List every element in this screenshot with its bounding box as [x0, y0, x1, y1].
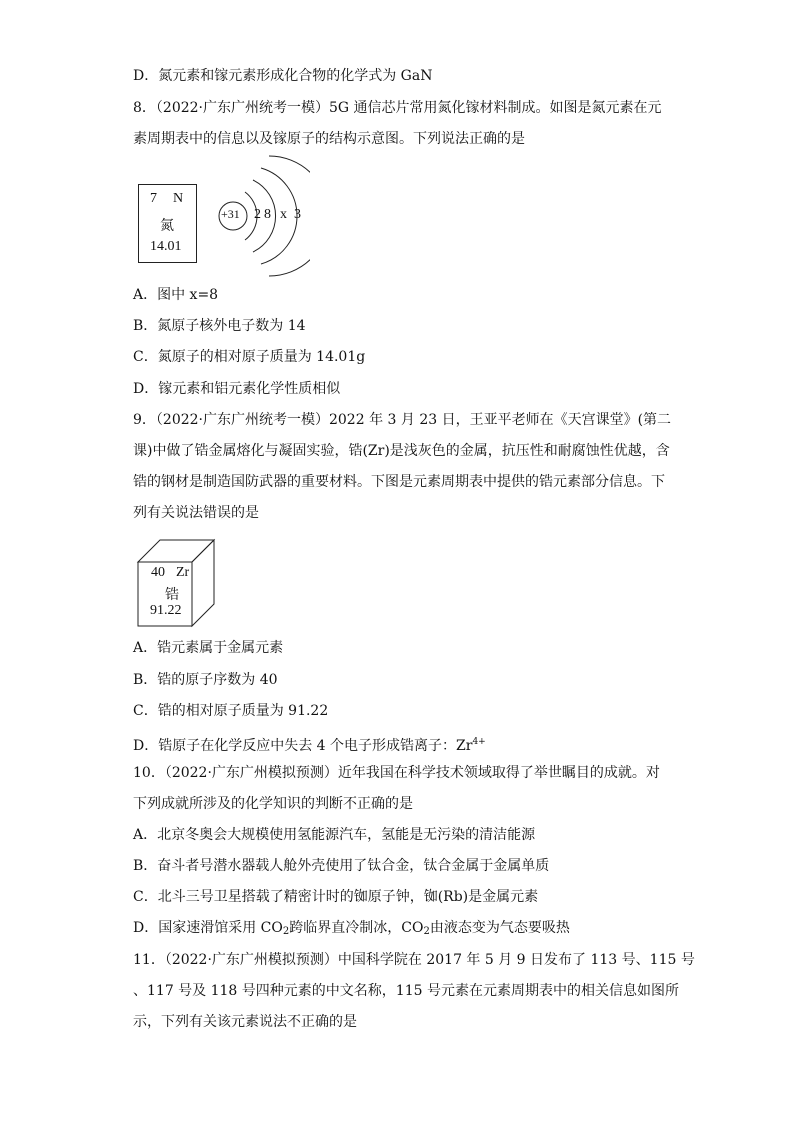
q11-stem-line-1: 11．（2022·广东广州模拟预测）中国科学院在 2017 年 5 月 9 日发布了 113 号、115 号: [133, 952, 695, 968]
q9-option-b: B．锆的原子序数为 40: [133, 672, 278, 688]
nucleus-charge: +31: [221, 207, 240, 221]
co2-subscript-2: 2: [423, 926, 430, 937]
shell-electrons-2: 8: [264, 207, 271, 222]
element-symbol: N: [173, 191, 184, 206]
q8-option-b: B．氮原子核外电子数为 14: [133, 318, 306, 334]
shell-electrons-4: 3: [294, 207, 301, 222]
q8-option-c: C．氮原子的相对原子质量为 14.01g: [133, 349, 366, 365]
q10-option-a: A．北京冬奥会大规模使用氢能源汽车，氢能是无污染的清洁能源: [133, 827, 536, 843]
q8-stem-line-1: 8．（2022·广东广州统考一模）5G 通信芯片常用氮化镓材料制成。如图是氮元素在元: [133, 100, 662, 116]
element-number: 40: [151, 565, 165, 580]
q9-option-d: [133, 732, 486, 756]
element-mass: 14.01: [150, 239, 182, 254]
q9-option-c: C．锆的相对原子质量为 91.22: [133, 703, 329, 719]
q10-option-c: C．北斗三号卫星搭载了精密计时的铷原子钟，铷(Rb)是金属元素: [133, 889, 539, 905]
q8-option-a: A．图中 x=8: [133, 287, 219, 303]
q9-stem-line-3: 锆的钢材是制造国防武器的重要材料。下图是元素周期表中提供的锆元素部分信息。下: [133, 474, 665, 490]
q9-stem-line-1: 9．（2022·广东广州统考一模）2022 年 3 月 23 日，王亚平老师在《天宫课堂》(第二: [133, 412, 672, 428]
q11-stem-line-2: 、117 号及 118 号四种元素的中文名称，115 号元素在元素周期表中的相关信息如图所: [133, 983, 679, 999]
q10-stem-line-1: 10．（2022·广东广州模拟预测）近年我国在科学技术领域取得了举世瞩目的成就。对: [133, 765, 660, 781]
q9-option-d-text: D．锆原子在化学反应中失去 4 个电子形成锆离子：Zr: [133, 738, 473, 754]
shell-electrons-3: x: [280, 207, 287, 222]
nitrogen-element-card: [138, 184, 197, 263]
q10-option-d-part-2: 跨临界直冷制冰，CO: [289, 920, 424, 936]
q9-stem-line-2: 课)中做了锆金属熔化与凝固实验，锆(Zr)是浅灰色的金属，抗压性和耐腐蚀性优越，含: [133, 443, 670, 459]
co2-subscript-1: 2: [282, 926, 290, 937]
element-symbol: Zr: [176, 565, 190, 580]
zirconium-ion-charge: 4+: [472, 737, 486, 747]
q7-option-d: D．氮元素和镓元素形成化合物的化学式为 GaN: [133, 68, 433, 84]
q9-option-a: A．锆元素属于金属元素: [133, 640, 284, 656]
q10-option-d-part-3: 由液态变为气态要吸热: [429, 920, 570, 936]
q10-stem-line-2: 下列成就所涉及的化学知识的判断不正确的是: [133, 796, 413, 812]
shell-electrons-1: 2: [254, 207, 261, 222]
q10-option-d-part-1: D．国家速滑馆采用 CO: [133, 920, 283, 936]
q10-option-d: [133, 918, 570, 942]
q8-option-d: D．镓元素和铝元素化学性质相似: [133, 381, 341, 397]
q9-stem-line-4: 列有关说法错误的是: [133, 505, 259, 521]
element-mass: 91.22: [150, 603, 182, 618]
element-name: 锆: [165, 587, 179, 603]
q10-option-b: B．奋斗者号潜水器载人舱外壳使用了钛合金，钛合金属于金属单质: [133, 858, 550, 874]
q8-stem-line-2: 素周期表中的信息以及镓原子的结构示意图。下列说法正确的是: [133, 131, 525, 147]
element-name: 氮: [160, 219, 174, 234]
q11-stem-line-3: 示，下列有关该元素说法不正确的是: [133, 1014, 357, 1030]
element-number: 7: [150, 191, 157, 206]
